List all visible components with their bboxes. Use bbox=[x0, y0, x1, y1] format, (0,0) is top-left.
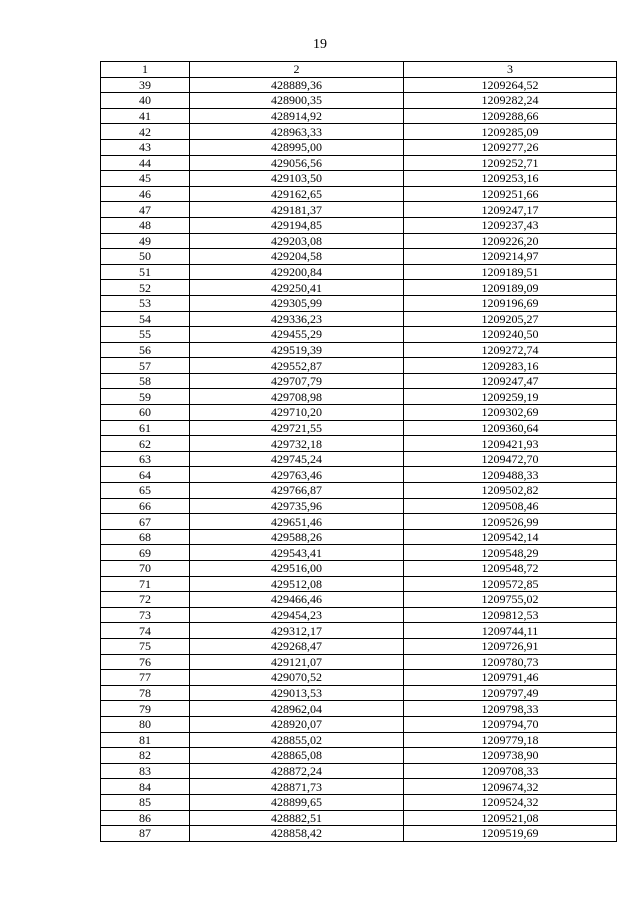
table-row bbox=[101, 108, 617, 124]
table-row bbox=[101, 576, 617, 592]
table-row bbox=[101, 670, 617, 686]
y-coordinate-cell: 1209253,16 bbox=[404, 171, 617, 187]
table-row bbox=[101, 826, 617, 842]
x-coordinate-cell: 429708,98 bbox=[190, 389, 404, 405]
y-coordinate-cell: 1209288,66 bbox=[404, 108, 617, 124]
y-coordinate-cell: 1209421,93 bbox=[404, 436, 617, 452]
point-number-cell: 81 bbox=[101, 732, 190, 748]
y-coordinate-cell: 1209780,73 bbox=[404, 654, 617, 670]
point-number-cell: 82 bbox=[101, 748, 190, 764]
x-coordinate-cell: 428882,51 bbox=[190, 810, 404, 826]
table-row bbox=[101, 373, 617, 389]
y-coordinate-cell: 1209247,47 bbox=[404, 373, 617, 389]
point-number-cell: 44 bbox=[101, 155, 190, 171]
point-number-cell: 73 bbox=[101, 607, 190, 623]
table-row bbox=[101, 202, 617, 218]
point-number-cell: 71 bbox=[101, 576, 190, 592]
x-coordinate-cell: 429454,23 bbox=[190, 607, 404, 623]
point-number-cell: 70 bbox=[101, 561, 190, 577]
table-row bbox=[101, 451, 617, 467]
point-number-cell: 59 bbox=[101, 389, 190, 405]
x-coordinate-cell: 428962,04 bbox=[190, 701, 404, 717]
y-coordinate-cell: 1209285,09 bbox=[404, 124, 617, 140]
table-row bbox=[101, 389, 617, 405]
x-coordinate-cell: 429070,52 bbox=[190, 670, 404, 686]
y-coordinate-cell: 1209542,14 bbox=[404, 529, 617, 545]
x-coordinate-cell: 429766,87 bbox=[190, 483, 404, 499]
table-row bbox=[101, 420, 617, 436]
table-row bbox=[101, 748, 617, 764]
x-coordinate-cell: 428914,92 bbox=[190, 108, 404, 124]
x-coordinate-cell: 428900,35 bbox=[190, 93, 404, 109]
table-row bbox=[101, 171, 617, 187]
table-row bbox=[101, 358, 617, 374]
table-row bbox=[101, 295, 617, 311]
point-number-cell: 40 bbox=[101, 93, 190, 109]
y-coordinate-cell: 1209488,33 bbox=[404, 467, 617, 483]
point-number-cell: 62 bbox=[101, 436, 190, 452]
table-row bbox=[101, 561, 617, 577]
x-coordinate-cell: 429203,08 bbox=[190, 233, 404, 249]
x-coordinate-cell: 428995,00 bbox=[190, 139, 404, 155]
y-coordinate-cell: 1209521,08 bbox=[404, 810, 617, 826]
table-row bbox=[101, 529, 617, 545]
point-number-cell: 78 bbox=[101, 685, 190, 701]
y-coordinate-cell: 1209708,33 bbox=[404, 763, 617, 779]
point-number-cell: 56 bbox=[101, 342, 190, 358]
point-number-cell: 39 bbox=[101, 77, 190, 93]
table-row bbox=[101, 77, 617, 93]
x-coordinate-cell: 428865,08 bbox=[190, 748, 404, 764]
table-row bbox=[101, 467, 617, 483]
table-row bbox=[101, 311, 617, 327]
y-coordinate-cell: 1209508,46 bbox=[404, 498, 617, 514]
point-number-cell: 64 bbox=[101, 467, 190, 483]
table-row bbox=[101, 732, 617, 748]
table-row bbox=[101, 155, 617, 171]
point-number-cell: 84 bbox=[101, 779, 190, 795]
point-number-cell: 66 bbox=[101, 498, 190, 514]
table-row bbox=[101, 342, 617, 358]
x-coordinate-cell: 429519,39 bbox=[190, 342, 404, 358]
x-coordinate-cell: 428920,07 bbox=[190, 716, 404, 732]
y-coordinate-cell: 1209259,19 bbox=[404, 389, 617, 405]
y-coordinate-cell: 1209251,66 bbox=[404, 186, 617, 202]
x-coordinate-cell: 429721,55 bbox=[190, 420, 404, 436]
point-number-cell: 65 bbox=[101, 483, 190, 499]
table-row bbox=[101, 93, 617, 109]
x-coordinate-cell: 428871,73 bbox=[190, 779, 404, 795]
y-coordinate-cell: 1209247,17 bbox=[404, 202, 617, 218]
point-number-cell: 74 bbox=[101, 623, 190, 639]
point-number-cell: 42 bbox=[101, 124, 190, 140]
table-row bbox=[101, 233, 617, 249]
y-coordinate-cell: 1209196,69 bbox=[404, 295, 617, 311]
x-coordinate-cell: 428889,36 bbox=[190, 77, 404, 93]
y-coordinate-cell: 1209526,99 bbox=[404, 514, 617, 530]
x-coordinate-cell: 429588,26 bbox=[190, 529, 404, 545]
table-row bbox=[101, 794, 617, 810]
y-coordinate-cell: 1209744,11 bbox=[404, 623, 617, 639]
point-number-cell: 63 bbox=[101, 451, 190, 467]
table-row bbox=[101, 545, 617, 561]
x-coordinate-cell: 429552,87 bbox=[190, 358, 404, 374]
y-coordinate-cell: 1209548,72 bbox=[404, 561, 617, 577]
x-coordinate-cell: 429543,41 bbox=[190, 545, 404, 561]
point-number-cell: 67 bbox=[101, 514, 190, 530]
table-row bbox=[101, 264, 617, 280]
x-coordinate-cell: 429455,29 bbox=[190, 327, 404, 343]
x-coordinate-cell: 428855,02 bbox=[190, 732, 404, 748]
table-row bbox=[101, 779, 617, 795]
point-number-cell: 47 bbox=[101, 202, 190, 218]
table-row bbox=[101, 716, 617, 732]
point-number-cell: 68 bbox=[101, 529, 190, 545]
table-row bbox=[101, 483, 617, 499]
column-header-2: 2 bbox=[190, 62, 404, 78]
x-coordinate-cell: 429194,85 bbox=[190, 217, 404, 233]
point-number-cell: 79 bbox=[101, 701, 190, 717]
y-coordinate-cell: 1209277,26 bbox=[404, 139, 617, 155]
point-number-cell: 54 bbox=[101, 311, 190, 327]
point-number-cell: 48 bbox=[101, 217, 190, 233]
point-number-cell: 53 bbox=[101, 295, 190, 311]
point-number-cell: 55 bbox=[101, 327, 190, 343]
point-number-cell: 80 bbox=[101, 716, 190, 732]
x-coordinate-cell: 429312,17 bbox=[190, 623, 404, 639]
coordinates-table bbox=[100, 61, 617, 842]
y-coordinate-cell: 1209189,51 bbox=[404, 264, 617, 280]
y-coordinate-cell: 1209502,82 bbox=[404, 483, 617, 499]
table-row bbox=[101, 810, 617, 826]
point-number-cell: 69 bbox=[101, 545, 190, 561]
y-coordinate-cell: 1209360,64 bbox=[404, 420, 617, 436]
y-coordinate-cell: 1209812,53 bbox=[404, 607, 617, 623]
table-row bbox=[101, 217, 617, 233]
y-coordinate-cell: 1209282,24 bbox=[404, 93, 617, 109]
x-coordinate-cell: 429745,24 bbox=[190, 451, 404, 467]
x-coordinate-cell: 429466,46 bbox=[190, 592, 404, 608]
y-coordinate-cell: 1209302,69 bbox=[404, 405, 617, 421]
y-coordinate-cell: 1209797,49 bbox=[404, 685, 617, 701]
x-coordinate-cell: 429651,46 bbox=[190, 514, 404, 530]
table-row bbox=[101, 327, 617, 343]
y-coordinate-cell: 1209237,43 bbox=[404, 217, 617, 233]
point-number-cell: 45 bbox=[101, 171, 190, 187]
y-coordinate-cell: 1209738,90 bbox=[404, 748, 617, 764]
point-number-cell: 86 bbox=[101, 810, 190, 826]
point-number-cell: 49 bbox=[101, 233, 190, 249]
table-row bbox=[101, 607, 617, 623]
x-coordinate-cell: 429710,20 bbox=[190, 405, 404, 421]
y-coordinate-cell: 1209205,27 bbox=[404, 311, 617, 327]
y-coordinate-cell: 1209519,69 bbox=[404, 826, 617, 842]
x-coordinate-cell: 429732,18 bbox=[190, 436, 404, 452]
y-coordinate-cell: 1209524,32 bbox=[404, 794, 617, 810]
x-coordinate-cell: 429516,00 bbox=[190, 561, 404, 577]
x-coordinate-cell: 429013,53 bbox=[190, 685, 404, 701]
point-number-cell: 85 bbox=[101, 794, 190, 810]
point-number-cell: 58 bbox=[101, 373, 190, 389]
table-row bbox=[101, 405, 617, 421]
x-coordinate-cell: 429162,65 bbox=[190, 186, 404, 202]
x-coordinate-cell: 429707,79 bbox=[190, 373, 404, 389]
point-number-cell: 72 bbox=[101, 592, 190, 608]
point-number-cell: 57 bbox=[101, 358, 190, 374]
table-row bbox=[101, 249, 617, 265]
point-number-cell: 87 bbox=[101, 826, 190, 842]
y-coordinate-cell: 1209226,20 bbox=[404, 233, 617, 249]
point-number-cell: 52 bbox=[101, 280, 190, 296]
x-coordinate-cell: 429268,47 bbox=[190, 638, 404, 654]
x-coordinate-cell: 429735,96 bbox=[190, 498, 404, 514]
table-row bbox=[101, 638, 617, 654]
x-coordinate-cell: 429512,08 bbox=[190, 576, 404, 592]
point-number-cell: 75 bbox=[101, 638, 190, 654]
table-row bbox=[101, 186, 617, 202]
point-number-cell: 77 bbox=[101, 670, 190, 686]
table-row bbox=[101, 498, 617, 514]
point-number-cell: 60 bbox=[101, 405, 190, 421]
x-coordinate-cell: 428858,42 bbox=[190, 826, 404, 842]
x-coordinate-cell: 428899,65 bbox=[190, 794, 404, 810]
point-number-cell: 46 bbox=[101, 186, 190, 202]
y-coordinate-cell: 1209798,33 bbox=[404, 701, 617, 717]
point-number-cell: 41 bbox=[101, 108, 190, 124]
x-coordinate-cell: 429056,56 bbox=[190, 155, 404, 171]
x-coordinate-cell: 429204,58 bbox=[190, 249, 404, 265]
point-number-cell: 43 bbox=[101, 139, 190, 155]
y-coordinate-cell: 1209214,97 bbox=[404, 249, 617, 265]
point-number-cell: 76 bbox=[101, 654, 190, 670]
y-coordinate-cell: 1209726,91 bbox=[404, 638, 617, 654]
x-coordinate-cell: 429200,84 bbox=[190, 264, 404, 280]
x-coordinate-cell: 429121,07 bbox=[190, 654, 404, 670]
table-row bbox=[101, 514, 617, 530]
x-coordinate-cell: 429763,46 bbox=[190, 467, 404, 483]
y-coordinate-cell: 1209272,74 bbox=[404, 342, 617, 358]
x-coordinate-cell: 429336,23 bbox=[190, 311, 404, 327]
y-coordinate-cell: 1209240,50 bbox=[404, 327, 617, 343]
y-coordinate-cell: 1209252,71 bbox=[404, 155, 617, 171]
column-header-1: 1 bbox=[101, 62, 190, 78]
page-number: 19 bbox=[313, 37, 327, 52]
x-coordinate-cell: 428872,24 bbox=[190, 763, 404, 779]
x-coordinate-cell: 429103,50 bbox=[190, 171, 404, 187]
x-coordinate-cell: 429250,41 bbox=[190, 280, 404, 296]
table-row bbox=[101, 701, 617, 717]
y-coordinate-cell: 1209572,85 bbox=[404, 576, 617, 592]
y-coordinate-cell: 1209779,18 bbox=[404, 732, 617, 748]
y-coordinate-cell: 1209472,70 bbox=[404, 451, 617, 467]
table-row bbox=[101, 139, 617, 155]
table-row bbox=[101, 436, 617, 452]
y-coordinate-cell: 1209674,32 bbox=[404, 779, 617, 795]
y-coordinate-cell: 1209791,46 bbox=[404, 670, 617, 686]
table-row bbox=[101, 280, 617, 296]
y-coordinate-cell: 1209755,02 bbox=[404, 592, 617, 608]
point-number-cell: 51 bbox=[101, 264, 190, 280]
table-row bbox=[101, 763, 617, 779]
y-coordinate-cell: 1209189,09 bbox=[404, 280, 617, 296]
x-coordinate-cell: 429305,99 bbox=[190, 295, 404, 311]
y-coordinate-cell: 1209264,52 bbox=[404, 77, 617, 93]
table-row bbox=[101, 623, 617, 639]
x-coordinate-cell: 428963,33 bbox=[190, 124, 404, 140]
table-row bbox=[101, 685, 617, 701]
point-number-cell: 83 bbox=[101, 763, 190, 779]
table-header-row bbox=[101, 62, 617, 78]
x-coordinate-cell: 429181,37 bbox=[190, 202, 404, 218]
table-row bbox=[101, 592, 617, 608]
y-coordinate-cell: 1209794,70 bbox=[404, 716, 617, 732]
point-number-cell: 61 bbox=[101, 420, 190, 436]
y-coordinate-cell: 1209283,16 bbox=[404, 358, 617, 374]
table-row bbox=[101, 654, 617, 670]
table-row bbox=[101, 124, 617, 140]
table-body bbox=[101, 77, 617, 841]
point-number-cell: 50 bbox=[101, 249, 190, 265]
column-header-3: 3 bbox=[404, 62, 617, 78]
y-coordinate-cell: 1209548,29 bbox=[404, 545, 617, 561]
